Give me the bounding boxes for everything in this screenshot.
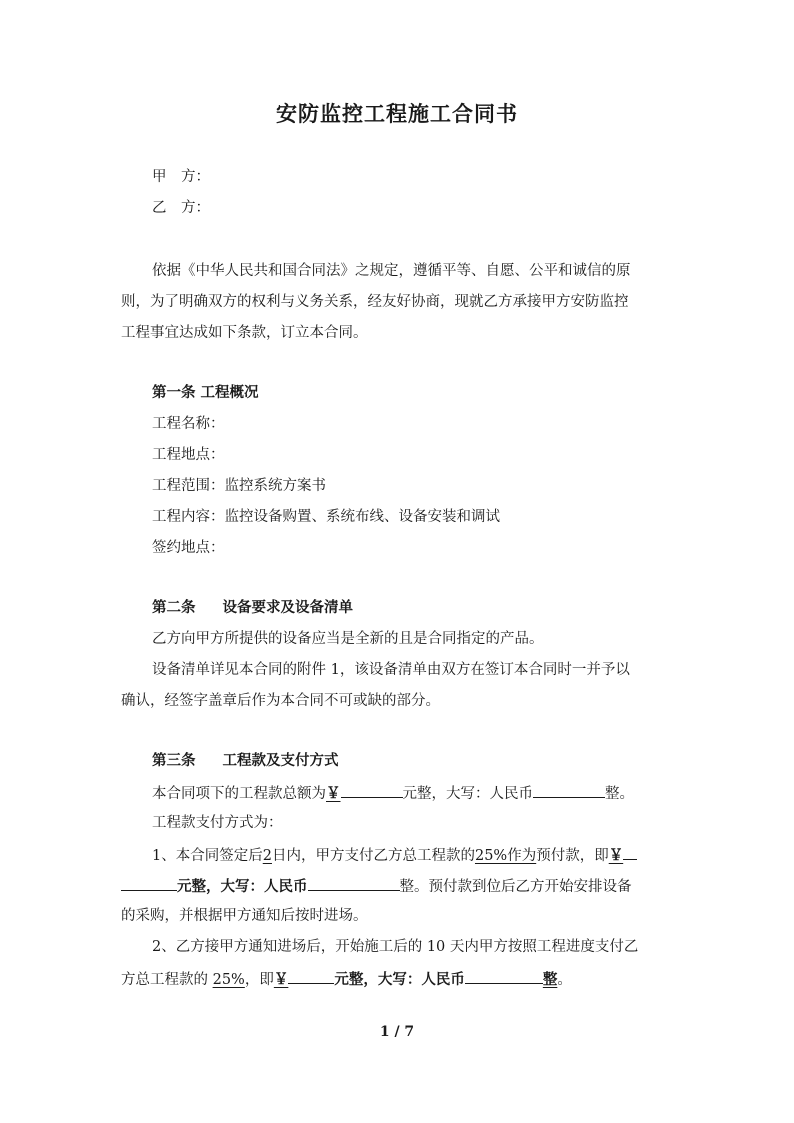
payment-item-2-words-label: 元整，大写：人民币 [334,971,465,988]
document-title: 安防监控工程施工合同书 [276,101,518,126]
preamble-line-3: 工程事宜达成如下条款，订立本合同。 [121,325,368,341]
payment-item-1-text-a: 1、本合同签定后 [152,848,263,864]
total-amount-mid: 元整，大写：人民币 [402,786,533,802]
preamble-line-1: 依据《中华人民共和国合同法》之规定，遵循平等、自愿、公平和诚信的原 [152,263,631,279]
total-amount-blank [341,782,403,798]
payment-item-1-text-b: 日内，甲方支付乙方总工程款的 [271,848,475,864]
project-location-line [152,445,225,465]
article-2-paragraph-1: 乙方向甲方所提供的设备应当是全新的且是合同指定的产品。 [152,631,544,647]
project-location-label: 工程地点： [152,447,225,463]
payment-item-2-end-punct: 。 [557,972,572,988]
payment-item-2-amount-blank [288,968,334,984]
article-2-number: 第二条 [152,599,196,616]
article-3-heading [152,751,339,771]
page-number: 1 / 7 [379,1024,415,1040]
project-name-line [152,414,225,434]
payment-item-1-yuan-symbol: ￥ [608,847,624,864]
payment-item-1-line-2 [121,875,632,897]
total-amount-prefix: 本合同项下的工程款总额为 [152,786,326,802]
article-3-number: 第三条 [152,752,196,769]
project-scope-value: 监控系统方案书 [224,478,326,494]
payment-item-1-amount-blank-start [623,844,637,860]
payment-item-2-yuan-symbol: ￥ [273,971,289,988]
payment-item-1-line-3: 的采购，并根据甲方通知后按时进场。 [121,908,368,924]
article-2-paragraph-2-line-1: 设备清单详见本合同的附件 1，该设备清单由双方在签订本合同时一并予以 [152,662,630,678]
party-a-label: 甲 方： [152,169,210,185]
article-2-paragraph-2-line-2: 确认，经签字盖章后作为本合同不可或缺的部分。 [121,693,440,709]
party-a-line [152,167,210,187]
project-content-line [152,507,500,527]
party-b-line [152,198,210,218]
payment-item-1-text-c: 预付款，即 [536,848,609,864]
payment-item-1-words-label: 元整，大写：人民币 [177,878,308,895]
payment-item-1-percent: 25%作为 [474,848,537,864]
total-amount-words-blank [533,782,605,798]
project-content-value: 监控设备购置、系统布线、设备安装和调试 [224,509,500,525]
signing-place-label: 签约地点： [152,540,225,556]
total-amount-line [152,782,634,804]
project-scope-line [152,476,326,496]
payment-item-2-line-1: 2、乙方接甲方通知进场后，开始施工后的 10 天内甲方按照工程进度支付乙 [152,939,639,955]
article-2-title: 设备要求及设备清单 [222,599,353,616]
article-3-title: 工程款及支付方式 [222,752,339,769]
party-b-label: 乙 方： [152,200,210,216]
payment-item-1-text-end: 整。预付款到位后乙方开始安排设备 [399,879,632,895]
payment-item-1-line-1 [152,844,637,866]
article-1-heading: 第一条 工程概况 [152,384,259,401]
payment-item-1-words-blank [308,875,400,891]
signing-place-line [152,538,225,558]
payment-item-2-words-blank [465,968,543,984]
article-2-heading [152,598,353,618]
payment-item-2-line-2 [121,968,572,990]
project-scope-label: 工程范围： [152,478,225,494]
payment-item-1-days: 2 [262,848,272,864]
payment-item-2-text-a: 方总工程款的 [121,972,213,988]
payment-item-2-percent: 25% [212,972,245,988]
payment-item-1-amount-blank-end [121,875,177,891]
total-amount-yuan-symbol: ￥ [326,785,341,802]
payment-method-line: 工程款支付方式为： [152,815,283,831]
project-name-label: 工程名称： [152,416,225,432]
payment-item-2-text-b: ，即 [244,972,274,988]
payment-item-2-end-word: 整 [542,971,558,988]
total-amount-suffix: 整。 [605,786,634,802]
project-content-label: 工程内容： [152,509,225,525]
preamble-line-2: 则，为了明确双方的权利与义务关系，经友好协商，现就乙方承接甲方安防监控 [121,294,629,310]
